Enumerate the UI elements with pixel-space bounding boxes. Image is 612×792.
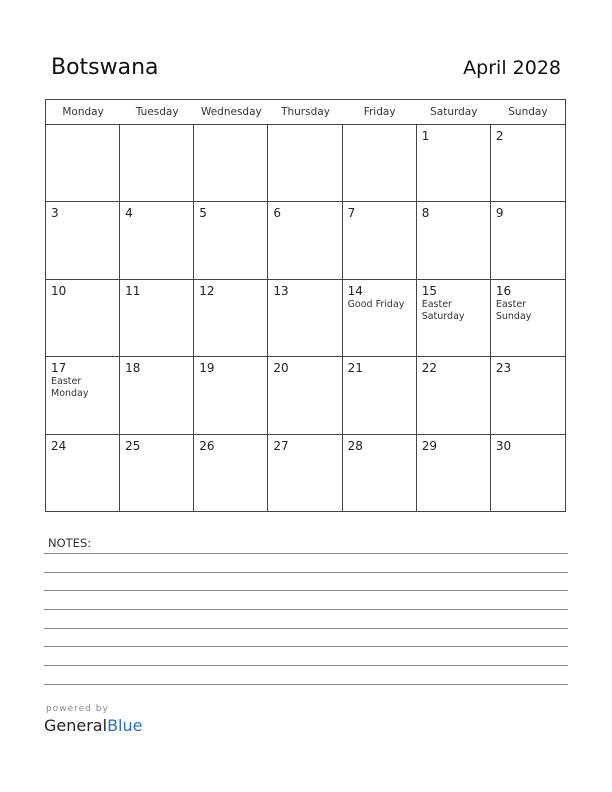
day-cell	[194, 280, 268, 357]
weekday-label: Friday	[363, 106, 396, 118]
day-cell	[491, 202, 565, 279]
day-cell	[343, 357, 417, 434]
day-number: 29	[421, 438, 437, 453]
day-cell	[120, 435, 194, 512]
day-cell	[491, 280, 565, 357]
day-number: 8	[421, 206, 430, 221]
notes-line	[44, 553, 568, 554]
day-cell	[46, 357, 120, 434]
day-cell	[417, 357, 491, 434]
day-cell	[417, 280, 491, 357]
weekday-label: Wednesday	[200, 106, 262, 118]
day-cell	[417, 125, 491, 202]
holiday-label: Easter Saturday	[421, 298, 465, 322]
day-cell	[343, 280, 417, 357]
day-number: 20	[273, 361, 289, 376]
day-number: 4	[125, 206, 133, 221]
day-cell	[491, 435, 565, 512]
day-cell	[491, 125, 565, 202]
day-number: 15	[421, 283, 437, 298]
day-cell	[120, 125, 194, 202]
weekday-label: Saturday	[430, 106, 478, 118]
weekday-header	[46, 100, 565, 125]
day-cell	[194, 435, 268, 512]
day-number: 1	[421, 129, 430, 143]
brand-blue: Blue	[107, 716, 143, 735]
day-cell	[491, 357, 565, 434]
brand-logo	[44, 716, 142, 735]
notes-label: NOTES:	[48, 536, 92, 550]
brand-general: General	[44, 716, 108, 735]
day-cell	[268, 202, 342, 279]
day-cell	[120, 202, 194, 279]
day-number: 25	[125, 438, 141, 453]
holiday-label: Easter Sunday	[495, 298, 532, 322]
day-number: 6	[273, 206, 282, 221]
notes-line	[44, 572, 568, 573]
weekday-label: Tuesday	[135, 106, 179, 118]
weekday-label: Sunday	[508, 106, 548, 118]
day-cell	[417, 202, 491, 279]
day-number: 13	[273, 283, 289, 298]
day-number: 17	[51, 361, 67, 376]
day-cell	[120, 280, 194, 357]
notes-line	[44, 684, 568, 685]
day-cell	[194, 357, 268, 434]
day-number: 16	[495, 283, 512, 298]
holiday-label: Good Friday	[347, 298, 405, 310]
day-number: 23	[495, 361, 512, 376]
notes-line	[44, 646, 568, 647]
day-cell	[46, 435, 120, 512]
day-number: 19	[199, 361, 215, 376]
day-number: 28	[347, 438, 363, 453]
day-number: 5	[199, 206, 207, 221]
weekday-label: Thursday	[281, 106, 330, 118]
day-number: 30	[495, 438, 512, 453]
day-cell	[46, 202, 120, 279]
calendar-grid	[46, 125, 565, 512]
day-cell	[417, 435, 491, 512]
day-number: 24	[51, 438, 67, 453]
weekday-label: Monday	[62, 106, 104, 118]
day-number: 18	[125, 361, 141, 376]
day-number: 27	[273, 438, 289, 453]
notes-line	[44, 590, 568, 591]
day-number: 10	[51, 283, 67, 298]
day-cell	[268, 357, 342, 434]
notes-line	[44, 665, 568, 666]
calendar	[45, 99, 566, 512]
day-number: 26	[199, 438, 215, 453]
day-number: 21	[347, 361, 363, 376]
day-number: 22	[421, 361, 437, 376]
powered-by-text: powered by	[46, 704, 109, 714]
day-cell	[120, 357, 194, 434]
day-cell	[46, 280, 120, 357]
day-cell	[268, 125, 342, 202]
day-number: 3	[51, 206, 59, 221]
day-cell	[268, 280, 342, 357]
day-number: 7	[347, 206, 356, 221]
day-cell	[343, 125, 417, 202]
day-cell	[46, 125, 120, 202]
day-number: 2	[495, 129, 504, 143]
day-number: 14	[347, 283, 363, 298]
day-number: 9	[495, 206, 504, 221]
notes-line	[44, 609, 568, 610]
day-cell	[194, 202, 268, 279]
day-number: 12	[199, 283, 215, 298]
day-cell	[268, 435, 342, 512]
holiday-label: Easter Monday	[51, 376, 89, 400]
day-number: 11	[125, 283, 141, 298]
day-cell	[194, 125, 268, 202]
day-cell	[343, 435, 417, 512]
day-cell	[343, 202, 417, 279]
country-title: Botswana	[51, 55, 159, 80]
month-title: April 2028	[463, 57, 561, 79]
notes-line	[44, 628, 568, 629]
